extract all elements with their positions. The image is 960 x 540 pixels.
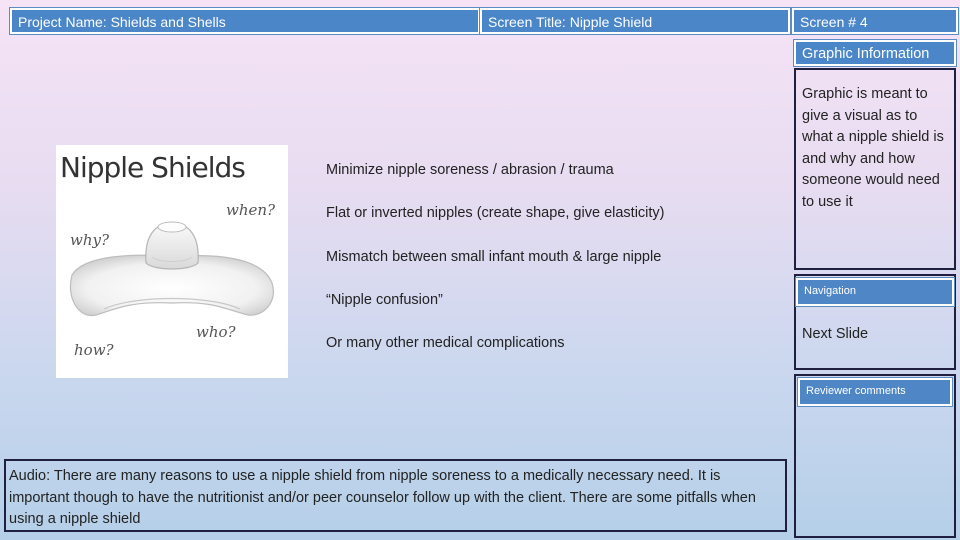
graphic-information-body: Graphic is meant to give a visual as to what a nipple shield is and why and how someone would need to use it bbox=[802, 86, 944, 210]
screen-title-header bbox=[480, 8, 790, 34]
nipple-shield-icon bbox=[64, 205, 280, 335]
next-slide-link[interactable]: Next Slide bbox=[802, 326, 869, 342]
reviewer-comments-panel bbox=[794, 374, 956, 538]
reviewer-comments-header bbox=[798, 378, 952, 406]
reviewer-comments-field[interactable] bbox=[798, 410, 952, 534]
list-item: Or many other medical complications bbox=[326, 335, 565, 351]
graphic-information-title: Graphic Information bbox=[802, 46, 930, 62]
graphic-information-panel bbox=[794, 68, 956, 270]
image-label-how: how? bbox=[74, 341, 114, 359]
image-label-who: who? bbox=[196, 323, 236, 341]
screen-number-label: Screen # 4 bbox=[800, 14, 868, 30]
graphic-information-header bbox=[794, 40, 956, 66]
list-item: “Nipple confusion” bbox=[326, 292, 443, 308]
list-item: Minimize nipple soreness / abrasion / trauma bbox=[326, 162, 614, 178]
audio-script-text: Audio: There are many reasons to use a nipple shield from nipple soreness to a medically necessary need. It is important though to have the nutritionist and/or peer counselor follow up with the client. There are some pitfalls when using a nipple shield bbox=[9, 468, 756, 527]
audio-script-panel bbox=[4, 459, 787, 532]
list-item: Mismatch between small infant mouth & large nipple bbox=[326, 249, 662, 265]
screen-title-label: Screen Title: Nipple Shield bbox=[488, 14, 653, 30]
image-heading: Nipple Shields bbox=[60, 151, 245, 184]
reviewer-comments-title: Reviewer comments bbox=[806, 385, 906, 397]
navigation-header bbox=[796, 278, 954, 306]
navigation-panel bbox=[794, 274, 956, 370]
nipple-shield-image bbox=[56, 145, 288, 378]
screen-number-header bbox=[792, 8, 958, 34]
list-item: Flat or inverted nipples (create shape, give elasticity) bbox=[326, 205, 665, 221]
image-label-when: when? bbox=[226, 201, 276, 219]
image-label-why: why? bbox=[70, 231, 110, 249]
project-name-label: Project Name: Shields and Shells bbox=[18, 14, 226, 30]
project-name-header bbox=[10, 8, 480, 34]
navigation-title: Navigation bbox=[804, 285, 856, 297]
